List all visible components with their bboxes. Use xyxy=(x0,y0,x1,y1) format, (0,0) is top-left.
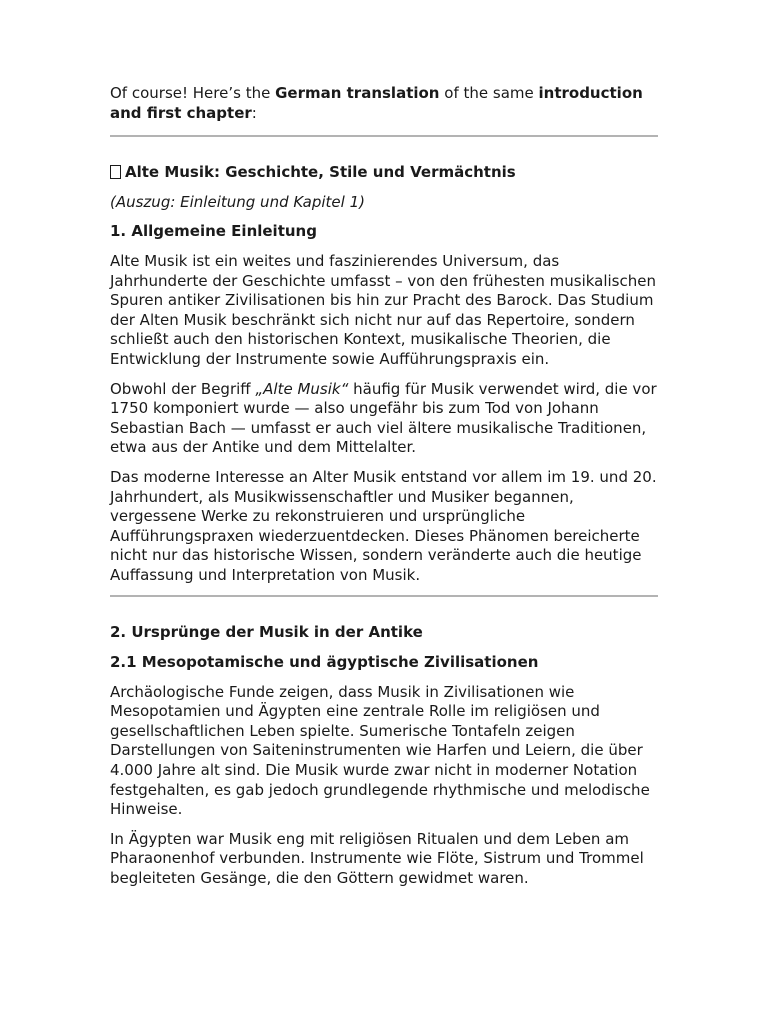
document-title-text: Alte Musik: Geschichte, Stile und Vermächtnis xyxy=(125,163,516,182)
intro-text xyxy=(110,84,658,123)
divider-middle xyxy=(110,595,658,597)
section1-paragraph-3: Das moderne Interesse an Alter Musik entstand vor allem im 19. und 20. Jahrhundert, als Musikwissenschaftler und Musiker begannen, vergessene Werke zu rekonstruieren und ursprüngliche Aufführungspraxen wiederzuentdecken. Dieses Phänomen bereicherte nicht nur das historische Wissen, sondern veränderte auch die heutige Auffassung und Interpretation von Musik. xyxy=(110,467,657,584)
section1-p2-post: häufig für Musik verwendet wird, die vor 1750 komponiert wurde — also ungefähr bis zum Tod von Johann Sebastian Bach — umfasst er auch viel ältere musikalische Traditionen, etwa aus der Antike und dem Mittelalter. xyxy=(110,379,657,457)
section2-paragraph-1: Archäologische Funde zeigen, dass Musik in Zivilisationen wie Mesopotamien und Ägypten eine zentrale Rolle im religiösen und gesellschaftlichen Leben spielte. Sumerische Tontafeln zeigen Darstellungen von Saiteninstrumenten wie Harfen und Leiern, die über 4.000 Jahre alt sind. Die Musik wurde zwar nicht in moderner Notation festgehalten, es gab jedoch grundlegende rhythmische und melodische Hinweise. xyxy=(110,682,650,819)
section2-subheading: 2.1 Mesopotamische und ägyptische Zivilisationen xyxy=(110,653,539,672)
section1-paragraph-2 xyxy=(110,380,658,458)
section2-heading: 2. Ursprünge der Musik in der Antike xyxy=(110,623,423,642)
section2-paragraph-2: In Ägypten war Musik eng mit religiösen Ritualen und dem Leben am Pharaonenhof verbunden. Instrumente wie Flöte, Sistrum und Trommel begleiteten Gesänge, die den Göttern gewidmet waren. xyxy=(110,829,644,887)
document-subtitle: (Auszug: Einleitung und Kapitel 1) xyxy=(110,192,365,211)
intro-mid: of the same xyxy=(439,84,539,102)
divider-top xyxy=(110,135,658,137)
section1-heading: 1. Allgemeine Einleitung xyxy=(110,222,317,241)
section1-paragraph-1: Alte Musik ist ein weites und faszinierendes Universum, das Jahrhunderte der Geschichte umfasst – von den frühesten musikalischen Spuren antiker Zivilisationen bis hin zur Pracht des Barock. Das Studium der Alten Musik beschränkt sich nicht nur auf das Repertoire, sondern schließt auch den historischen Kontext, musikalische Theorien, die Entwicklung der Instrumente sowie Aufführungspraxis ein. xyxy=(110,251,656,368)
intro-lead: Of course! Here’s the xyxy=(110,84,276,102)
intro-bold-translation: German translation xyxy=(275,84,440,102)
missing-glyph-icon xyxy=(110,165,121,179)
document-page xyxy=(110,84,658,889)
intro-tail: : xyxy=(251,103,257,122)
intro-bold-chapter: introduction and first chapter xyxy=(110,84,643,122)
document-title xyxy=(110,163,658,183)
section1-p2-term: „Alte Musik“ xyxy=(255,379,349,398)
section1-p2-pre: Obwohl der Begriff xyxy=(110,379,256,398)
